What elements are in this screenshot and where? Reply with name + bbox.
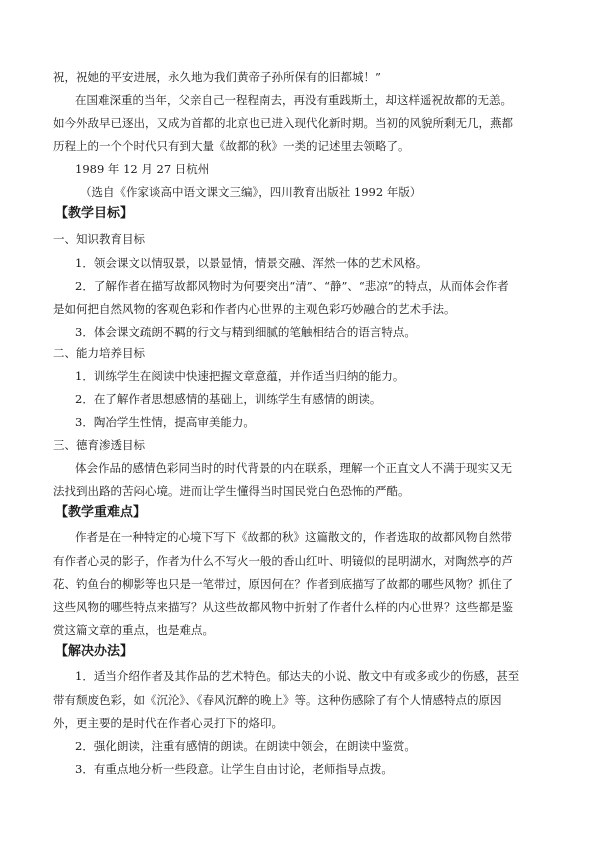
date-line: 1989 年 12 月 27 日杭州 — [75, 162, 210, 176]
subsection-title: 一、知识教育目标 — [53, 232, 145, 246]
paragraph-line: 体会作品的感情色彩同当时的时代背景的内在联系，理解一个正直文人不满于现实又无 — [75, 461, 512, 475]
list-item-continued: 带有颓废色彩，如《沉沦》、《春风沉醉的晚上》等。这种伤感除了有个人情感特点的原因 — [53, 693, 502, 707]
list-item: 3．体会课文疏朗不羁的行文与精到细腻的笔触相结合的语言特点。 — [75, 325, 416, 339]
list-item: 2．强化朗读，注重有感情的朗读。在朗读中领会，在朗读中鉴赏。 — [75, 739, 416, 753]
list-item: 1．训练学生在阅读中快速把握文章意蕴，并作适当归纳的能力。 — [75, 369, 405, 383]
section-heading-teaching-goals: 【教学目标】 — [55, 206, 134, 221]
paragraph-line: 如今外敌早已逐出，又成为首都的北京也已进入现代化新时期。当初的风貌所剩无几，燕都 — [53, 116, 513, 130]
list-item: 1．适当介绍作者及其作品的艺术特色。郁达夫的小说、散文中有或多或少的伤感，甚至 — [75, 669, 520, 683]
paragraph-line: 花、钓鱼台的柳影等也只是一笔带过，原因何在？作者到底描写了故都的哪些风物？抓住了 — [53, 577, 513, 591]
paragraph-line: 祝，祝她的平安进展，永久地为我们黄帝子孙所保有的旧都城！” — [53, 70, 381, 84]
paragraph-line: 这些风物的哪些特点来描写？从这些故都风物中折射了作者什么样的内心世界？这些都是鉴 — [53, 600, 513, 614]
paragraph-line: 作者是在一种特定的心境下写下《故都的秋》这篇散文的，作者选取的故都风物自然带 — [75, 530, 512, 544]
list-item: 2．在了解作者思想感情的基础上，训练学生有感情的朗读。 — [75, 392, 382, 406]
paragraph-line: 有作者心灵的影子，作者为什么不写火一般的香山红叶、明镜似的昆明湖水，对陶然亭的芦 — [53, 554, 513, 568]
list-item: 2．了解作者在描写故都风物时为何要突出“清”、“静”、“悲凉”的特点，从而体会作者 — [75, 279, 509, 293]
paragraph-line: 在国难深重的当年，父亲自己一程程南去，再没有重践斯土，却这样遥祝故都的无恙。 — [75, 93, 512, 107]
list-item-continued: 外，更主要的是时代在作者心灵打下的烙印。 — [53, 716, 283, 730]
section-heading-key-points: 【教学重难点】 — [55, 505, 147, 520]
list-item: 3．有重点地分析一些段意。让学生自由讨论，老师指导点拨。 — [75, 762, 393, 776]
list-item: 1．领会课文以情驭景，以景显情，情景交融、浑然一体的艺术风格。 — [75, 256, 428, 270]
subsection-title: 三、德育渗透目标 — [53, 438, 145, 452]
section-heading-solutions: 【解决办法】 — [55, 644, 134, 659]
paragraph-line: 赏这篇文章的重点，也是难点。 — [53, 623, 214, 637]
paragraph-line: 法找到出路的苦闷心境。进而让学生懂得当时国民党白色恐怖的严酷。 — [53, 484, 410, 498]
list-item-continued: 是如何把自然风物的客观色彩和作者内心世界的主观色彩巧妙融合的艺术手法。 — [53, 302, 456, 316]
list-item: 3．陶冶学生性情，提高审美能力。 — [75, 415, 255, 429]
source-line: （选自《作家谈高中语文课文三编》，四川教育出版社 1992 年版） — [80, 185, 422, 199]
paragraph-line: 历程上的一个个时代只有到大量《故都的秋》一类的记述里去领略了。 — [53, 139, 410, 153]
subsection-title: 二、能力培养目标 — [53, 346, 145, 360]
